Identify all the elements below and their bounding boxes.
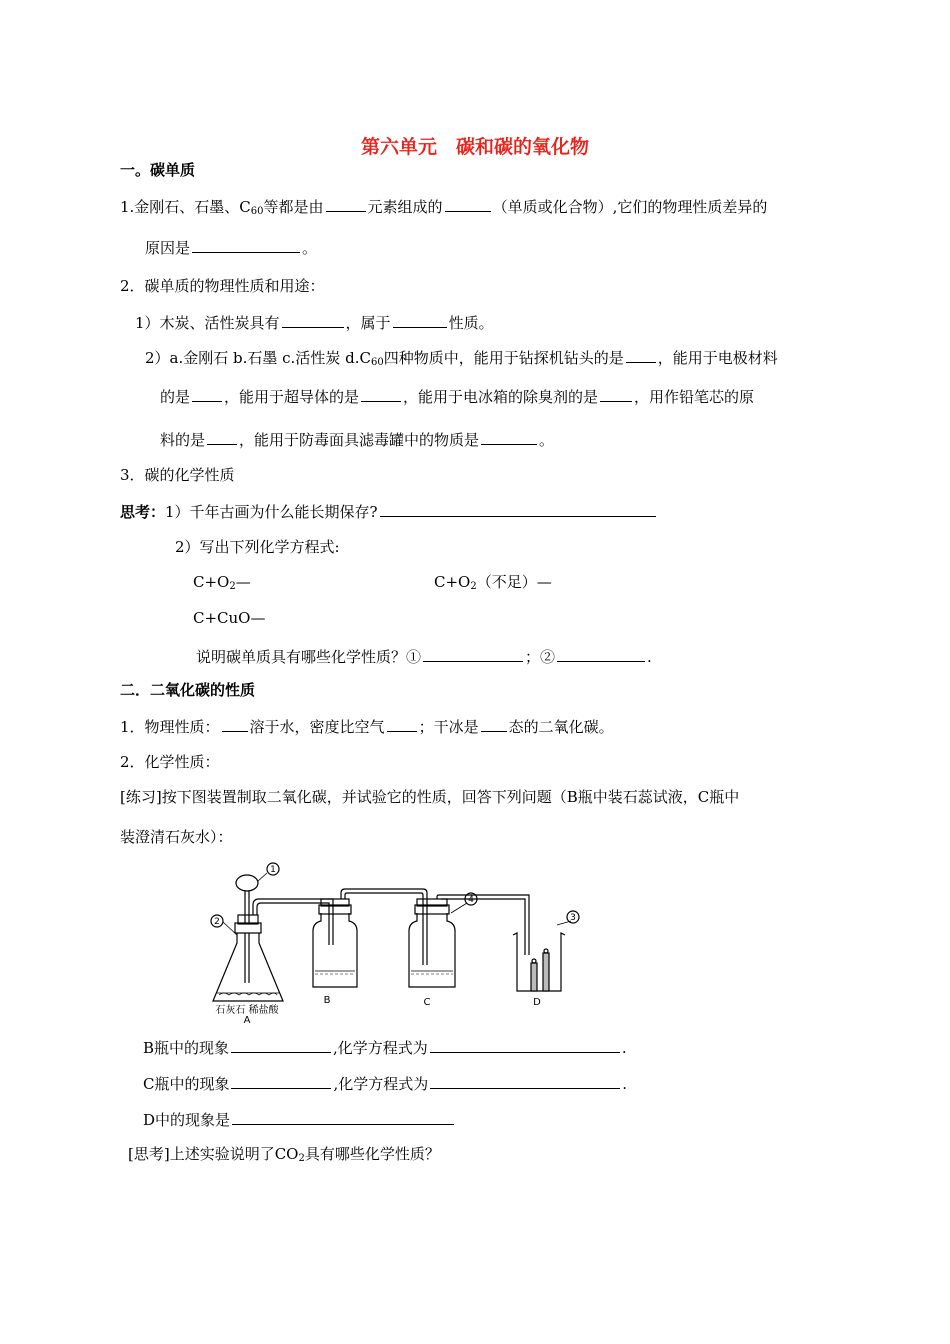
p1-blank-state[interactable]	[481, 716, 507, 732]
equation-3: C+CuO—	[193, 609, 266, 627]
c-text-c: .	[622, 1075, 628, 1093]
section-heading-co2: 二．二氧化碳的性质	[120, 681, 256, 699]
c-text-b: ,化学方程式为	[333, 1075, 429, 1093]
q2-1-blank-a[interactable]	[282, 312, 344, 328]
eq1-text-a: C+O	[193, 573, 230, 591]
apparatus-figure	[195, 855, 595, 1025]
p1-text-d: 态的二氧化碳。	[508, 718, 614, 736]
q2-1-text-a: 1）木炭、活性炭具有	[135, 314, 280, 332]
equation-2	[434, 572, 552, 597]
label-c: C	[423, 997, 431, 1008]
eq1-subscript: 2	[229, 581, 236, 592]
label-d: D	[533, 997, 541, 1008]
exercise-line-1: [练习]按下图装置制取二氧化碳，并试验它的性质，回答下列问题（B瓶中装石蕊试液，C瓶中	[120, 788, 740, 806]
d-blank-phenomenon[interactable]	[232, 1109, 454, 1125]
eq1-text-b: —	[235, 573, 251, 591]
q2-2-text-c: ，能用于电极材料	[657, 349, 778, 367]
q1-subscript: 60	[250, 206, 264, 217]
q1-blank-type[interactable]	[445, 196, 491, 212]
exercise-line-2: 装澄清石灰水）：	[120, 828, 233, 846]
question-2: 2．碳单质的物理性质和用途：	[120, 277, 325, 295]
think-line-2: 2）写出下列化学方程式:	[175, 538, 340, 556]
question-2-2-line-1	[145, 347, 778, 373]
q2-2-text-b: 四种物质中，能用于钻探机钻头的是	[383, 349, 624, 367]
funnel-icon	[236, 875, 258, 891]
c-blank-phenomenon[interactable]	[231, 1073, 331, 1089]
question-2-2-line-3	[160, 429, 554, 450]
q2-2-blank-superconductor[interactable]	[361, 386, 401, 402]
eq2-subscript: 2	[470, 581, 477, 592]
q2-2-text-f: ，能用于电冰箱的除臭剂的是	[403, 388, 599, 406]
p1-text-a: 1．物理性质：	[120, 718, 220, 736]
eq2-text-a: C+O	[434, 573, 471, 591]
co2-chemical-properties: 2．化学性质：	[120, 753, 220, 771]
think-blank-1[interactable]	[380, 501, 656, 517]
q2-2-text-i: ，能用于防毒面具滤毒罐中的物质是	[239, 431, 480, 449]
p1-text-b: 溶于水，密度比空气	[249, 718, 385, 736]
q1-text-d: （单质或化合物）,它们的物理性质差异的	[492, 198, 768, 216]
q1-text-e: 原因是	[145, 239, 191, 257]
label-a: A	[243, 1015, 251, 1025]
q2-1-text-c: 性质。	[448, 314, 494, 332]
q1-blank-element[interactable]	[326, 196, 366, 212]
p1-text-c: ；干冰是	[418, 718, 479, 736]
bottle-c-icon	[409, 913, 455, 987]
think-line-1	[120, 501, 658, 522]
bottle-b-icon	[313, 913, 357, 987]
q2-2-text-e: ，能用于超导体的是	[224, 388, 360, 406]
explain-text-c: .	[647, 648, 652, 666]
final-think-text-a: [思考]上述实验说明了CO	[128, 1145, 299, 1163]
question-1-line-1	[120, 196, 767, 222]
final-think-line	[128, 1144, 440, 1169]
q2-1-blank-b[interactable]	[393, 312, 447, 328]
question-2-1	[135, 312, 494, 333]
explain-blank-1[interactable]	[423, 646, 523, 662]
page-title: 第六单元 碳和碳的氧化物	[360, 136, 589, 158]
answer-b-line	[143, 1037, 627, 1058]
marker-4-label: 4	[468, 895, 474, 905]
marker-3-label: 3	[570, 913, 576, 923]
section-heading-carbon: 一。碳单质	[120, 161, 196, 179]
final-think-text-b: 具有哪些化学性质？	[304, 1145, 440, 1163]
q1-text-f: 。	[302, 239, 318, 257]
q2-2-text-h: 料的是	[160, 431, 206, 449]
q2-2-blank-electrode[interactable]	[192, 386, 222, 402]
explain-line	[196, 646, 652, 667]
question-2-2-line-2	[160, 386, 754, 407]
question-3: 3．碳的化学性质	[120, 466, 235, 484]
b-text-b: ,化学方程式为	[333, 1039, 428, 1057]
eq2-text-b: （不足）—	[476, 573, 552, 591]
answer-d-line	[143, 1109, 456, 1130]
think-label: 思考：	[120, 503, 166, 521]
flask-a-icon	[213, 930, 283, 1001]
b-blank-equation[interactable]	[430, 1037, 620, 1053]
c-blank-equation[interactable]	[430, 1073, 620, 1089]
b-text-a: B瓶中的现象	[143, 1039, 230, 1057]
c-text-a: C瓶中的现象	[143, 1075, 230, 1093]
answer-c-line	[143, 1073, 627, 1094]
q2-2-text-d: 的是	[160, 388, 191, 406]
q2-2-subscript: 60	[370, 357, 384, 368]
q2-2-text-j: 。	[539, 431, 555, 449]
label-b: B	[323, 995, 331, 1006]
reagent-label: 石灰石 稀盐酸	[215, 1005, 279, 1016]
p1-blank-solubility[interactable]	[222, 716, 248, 732]
explain-text-a: 说明碳单质具有哪些化学性质？①	[196, 648, 422, 666]
explain-blank-2[interactable]	[557, 646, 645, 662]
q2-1-text-b: ，属于	[345, 314, 391, 332]
q1-text-a: 1.金刚石、石墨、C	[120, 198, 251, 216]
q2-2-blank-deodorant[interactable]	[600, 386, 632, 402]
q2-2-blank-pencil[interactable]	[207, 429, 237, 445]
question-1-line-2	[145, 237, 317, 258]
p1-blank-density[interactable]	[387, 716, 417, 732]
b-text-c: .	[621, 1039, 627, 1057]
equation-1	[193, 572, 251, 597]
final-think-subscript: 2	[298, 1153, 305, 1164]
d-text-a: D中的现象是	[143, 1111, 231, 1129]
q2-2-blank-gas-mask[interactable]	[481, 429, 537, 445]
marker-2-label: 2	[214, 917, 220, 927]
q1-text-c: 元素组成的	[367, 198, 443, 216]
q1-text-b: 等都是由	[263, 198, 324, 216]
think-question-1: 1）千年古画为什么能长期保存?	[165, 503, 378, 521]
q2-2-text-g: ，用作铅笔芯的原	[634, 388, 755, 406]
q2-2-text-a: 2）a.金刚石 b.石墨 c.活性炭 d.C	[145, 349, 371, 367]
q1-blank-reason[interactable]	[192, 237, 300, 253]
beaker-d-icon	[513, 933, 565, 991]
co2-physical-properties	[120, 716, 614, 737]
q2-2-blank-drill[interactable]	[626, 347, 656, 363]
b-blank-phenomenon[interactable]	[231, 1037, 331, 1053]
marker-1-label: 1	[270, 865, 276, 875]
explain-text-b: ；②	[525, 648, 556, 666]
